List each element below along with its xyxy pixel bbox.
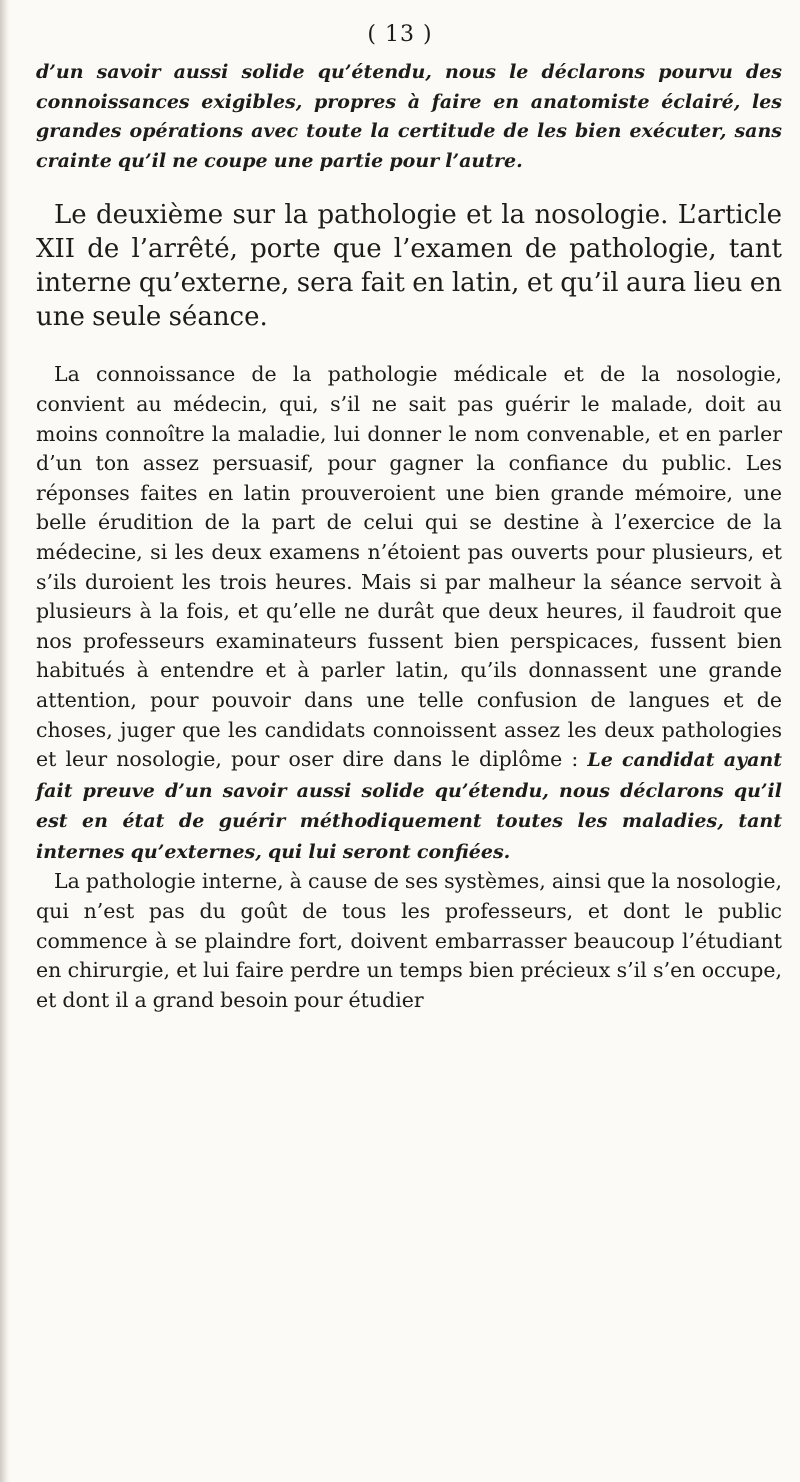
- continuation-paragraph: d’un savoir aussi solide qu’étendu, nous le déclarons pourvu des connoissances exigibles, propres à faire en anatomiste éclairé, les grandes opérations avec toute la certitude de les bien exécuter, sans crainte qu’il ne coupe une partie pour l’autre.: [36, 61, 782, 172]
- page-text-body: [36, 58, 782, 1015]
- pathology-paragraph-text: La connoissance de la pathologie médicale et de la nosologie, convient au médecin, qui, s’il ne sait pas guérir le malade, doit au moins connoître la maladie, lui donner le nom convenable, et en parler d’un ton assez persuasif, pour gagner la confiance du public. Les réponses faites en latin prouveroient une bien grande mémoire, une belle érudition de la part de celui qui se destine à l’exercice de la médecine, si les deux examens n’étoient pas ouverts pour plusieurs, et s’ils duroient les trois heures. Mais si par malheur la séance servoit à plusieurs à la fois, et qu’elle ne durât que deux heures, il faudroit que nos professeurs examinateurs fussent bien perspicaces, fussent bien habitués à entendre et à parler latin, qu’ils donnassent une grande attention, pour pouvoir dans une telle confusion de langues et de choses, juger que les candidats connoissent assez les deux pathologies et leur nosologie, pour oser dire dans le diplôme :: [36, 362, 782, 772]
- page-number: ( 13 ): [367, 22, 433, 47]
- page-edge-shadow: [0, 0, 10, 1482]
- diploma-quote: Le candidat ayant fait preuve d’un savoir aussi solide qu’étendu, nous déclarons qu’il est en état de guérir méthodiquement toutes les maladies, tant internes qu’externes, qui lui seront confiées.: [36, 749, 782, 863]
- pathology-paragraph: [36, 360, 782, 867]
- section-heading-paragraph: Le deuxième sur la pathologie et la nosologie. L’article XII de l’arrêté, porte que l’examen de pathologie, tant interne qu’externe, sera fait en latin, et qu’il aura lieu en une seule séance.: [36, 200, 782, 333]
- internal-pathology-paragraph: La pathologie interne, à cause de ses systèmes, ainsi que la nosologie, qui n’est pas du goût de tous les professeurs, et dont le public commence à se plaindre fort, doivent embarrasser beaucoup l’étudiant en chirurgie, et lui faire perdre un temps bien précieux s’il s’en occupe, et dont il a grand besoin pour étudier: [36, 869, 782, 1012]
